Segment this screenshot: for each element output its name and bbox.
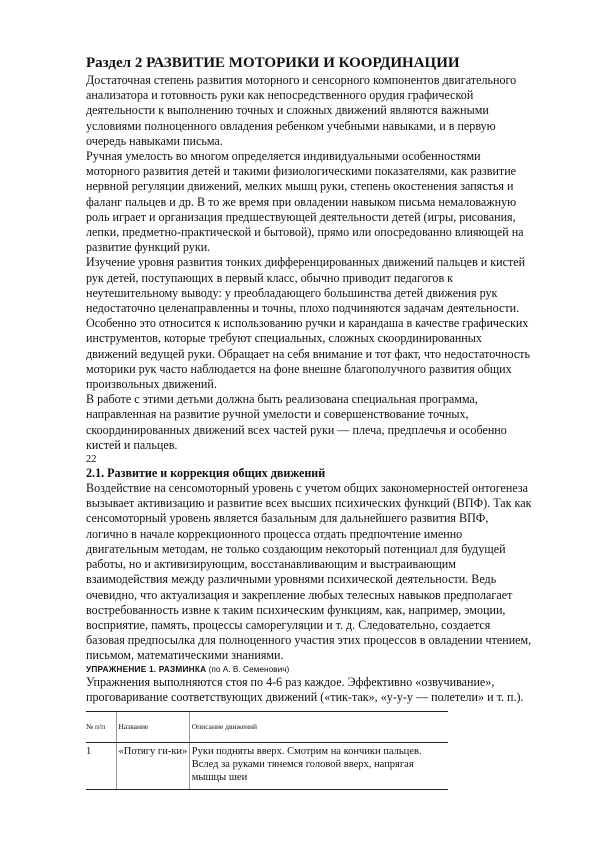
subsection-title: 2.1. Развитие и коррекция общих движений	[86, 466, 326, 481]
table-row	[86, 742, 448, 789]
paragraph: Ручная умелость во многом определяется индивидуальными особенностями моторного развития детей и такими физиологическими показателями, как развитие нервной регуляции движений, мелких мышц руки, степень окостенения запястья и фаланг пальцев и др. В то же время при овладении навыком письма немаловажную роль играет и организация предшествующей деятельности детей (игры, рисования, лепки, предметно-практической и бытовой), прямо или опосредованно влияющей на развитие функций руки.	[86, 149, 524, 255]
paragraph: Воздействие на сенсомоторный уровень с учетом общих закономерностей онтогенеза вызывает активизацию и развитие всех высших психических функций (ВПФ). Так как сенсомоторный уровень является базальным для дальнейшего развития ВПФ, логично в начале коррекционного процесса отдать предпочтение именно двигательным методам, не только создающим некоторый потенциал для будущей работы, но и активизирующим, восстанавливающим и выстраивающим взаимодействия между различными уровнями психической деятельности. Ведь очевидно, что актуализация и закрепление любых телесных навыков предполагает востребованность извне к таким психическим функциям, как, например, эмоции, восприятие, память, процессы саморегуляции и т. д. Следовательно, создается базовая предпосылка для полноценного участия этих процессов в овладении чтением, письмом, математическими знаниями.	[86, 481, 532, 663]
document-page	[86, 54, 532, 790]
table-header-cell: № п/п	[86, 711, 116, 742]
table-cell-description: Руки подняты вверх. Смотрим на кончики пальцев. Вслед за руками тянемся головой вверх, напрягая мышцы шеи	[189, 742, 448, 789]
paragraph: Достаточная степень развития моторного и сенсорного компонентов двигательного анализатора и готовность руки как непосредственного орудия графической деятельности к выполнению точных и сложных движений являются важными условиями полноценного овладения ребенком учебными навыками, и в первую очередь навыками письма.	[86, 73, 517, 148]
page-number: 22	[86, 454, 97, 466]
exercise-instructions: Упражнения выполняются стоя по 4-6 раз каждое. Эффективно «озвучивание», проговаривание соответствующих движений («тик-так», «у-у-у — полетели» и т. п.).	[86, 674, 524, 704]
exercise-label: УПРАЖНЕНИЕ 1. РАЗМИНКА	[86, 663, 207, 674]
table-header-row	[86, 711, 448, 742]
table-cell-num: 1	[86, 742, 116, 789]
paragraph: В работе с этими детьми должна быть реализована специальная программа, направленная на развитие ручной умелости и совершенствование точных, скоординированных движений всех частей руки — плеча, предплечья и особенно кистей и пальцев.	[86, 392, 507, 452]
exercise-author: (по А. В. Семенович)	[208, 663, 290, 674]
table-cell-name: «Потягу ги-ки»	[116, 742, 189, 789]
exercise-heading	[86, 664, 532, 675]
exercise-table	[86, 711, 448, 790]
table-header-cell: Описание движений	[189, 711, 448, 742]
section-title: Раздел 2 РАЗВИТИЕ МОТОРИКИ И КООРДИНАЦИИ	[86, 55, 460, 71]
paragraph: Изучение уровня развития тонких дифференцированных движений пальцев и кистей рук детей, поступающих в первый класс, обычно приводит педагогов к неутешительному выводу: у преобладающего большинства детей движения рук недостаточно целенаправленны и точны, плохо подчиняются задачам деятельности. Особенно это относится к использованию ручки и карандаша в качестве графических инструментов, которые требуют специальных, сложных скоординированных движений ведущей руки. Обращает на себя внимание и тот факт, что недостаточность моторики рук часто наблюдается на фоне внешне благополучного развития общих произвольных движений.	[86, 255, 531, 392]
table-header-cell: Название	[116, 711, 189, 742]
